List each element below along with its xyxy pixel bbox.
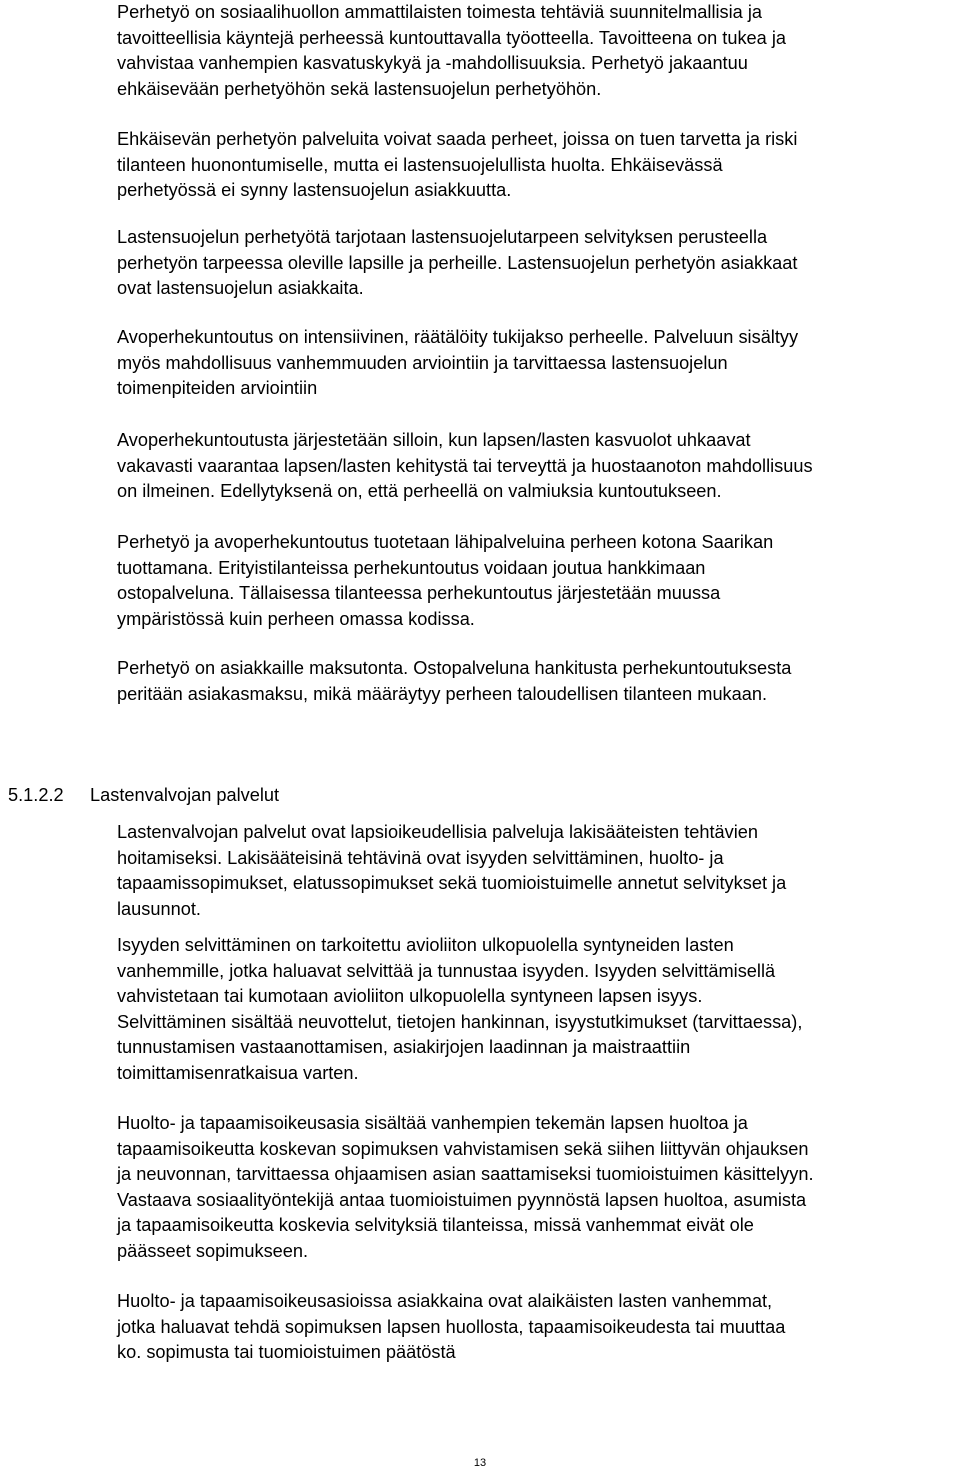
paragraph-lastensuojelun-perhetyo: Lastensuojelun perhetyötä tarjotaan lastensuojelutarpeen selvityksen perusteella perhetyön tarpeessa oleville lapsille ja perheille. Lastensuojelun perhetyön asiakkaat ovat lastensuojelun asiakkaita. xyxy=(117,227,798,298)
paragraph-lastenvalvojan-palvelut: Lastenvalvojan palvelut ovat lapsioikeudellisia palveluja lakisääteisten tehtävien hoitamiseksi. Lakisääteisinä tehtävinä ovat isyyden selvittäminen, huolto- ja tapaamissopimukset, elatussopimukset sekä tuomioistuimelle annetut selvitykset ja lausunnot. xyxy=(117,822,787,919)
paragraph-isyyden-selvittaminen: Isyyden selvittäminen on tarkoitettu avioliiton ulkopuolella syntyneiden lasten vanhemmille, jotka haluavat selvittää ja tunnustaa isyyden. Isyyden selvittämisellä vahvistetaan tai kumotaan avioliiton ulkopuolella syntyneen lapsen isyys. Selvittäminen sisältää neuvottelut, tietojen hankinnan, isyystutkimukset (tarvittaessa), tunnustamisen vastaanottamisen, asiakirjojen laadinnan ja maistraattiin toimittamisenratkaisua varten. xyxy=(117,935,803,1083)
paragraph-asiakkaat: Huolto- ja tapaamisoikeusasioissa asiakkaina ovat alaikäisten lasten vanhemmat, jotka haluavat tehdä sopimuksen lapsen huollosta, tapaamisoikeudesta tai muuttaa ko. sopimusta tai tuomioistuimen päätöstä xyxy=(117,1291,786,1362)
page-number: 13 xyxy=(473,1457,487,1469)
paragraph-avoperhekuntoutus-jarjestaminen: Avoperhekuntoutusta järjestetään silloin, kun lapsen/lasten kasvuolot uhkaavat vakavasti vaarantaa lapsen/lasten kehitystä tai terveyttä ja huostaanoton mahdollisuus on ilmeinen. Edellytyksenä on, että perheellä on valmiuksia kuntoutukseen. xyxy=(117,430,813,501)
paragraph-perhetyo-intro: Perhetyö on sosiaalihuollon ammattilaisten toimesta tehtäviä suunnitelmallisia ja tavoitteellisia käyntejä perheessä kuntouttavalla työotteella. Tavoitteena on tukea ja vahvistaa vanhempien kasvatuskykyä ja -mahdollisuuksia. Perhetyö jakaantuu ehkäisevään perhetyöhön sekä lastensuojelun perhetyöhön. xyxy=(117,2,786,99)
section-title: Lastenvalvojan palvelut xyxy=(90,785,280,805)
paragraph-huolto-tapaamisoikeus: Huolto- ja tapaamisoikeusasia sisältää vanhempien tekemän lapsen huoltoa ja tapaamisoikeutta koskevan sopimuksen vahvistamisen sekä siihen liittyvän ohjauksen ja neuvonnan, tarvittaessa ohjaamisen asian saattamiseksi tuomioistuimen käsittelyyn. Vastaava sosiaalityöntekijä antaa tuomioistuimen pyynnöstä lapsen huoltoa, asumista ja tapaamisoikeutta koskevia selvityksiä tilanteissa, missä vanhemmat eivät ole päässeet sopimukseen. xyxy=(117,1113,814,1261)
paragraph-avoperhekuntoutus: Avoperhekuntoutus on intensiivinen, räätälöity tukijakso perheelle. Palveluun sisältyy myös mahdollisuus vanhemmuuden arviointiin ja tarvittaessa lastensuojelun toimenpiteiden arviointiin xyxy=(117,327,799,398)
paragraph-maksut: Perhetyö on asiakkaille maksutonta. Ostopalveluna hankitusta perhekuntoutuksesta peritään asiakasmaksu, mikä määräytyy perheen taloudellisen tilanteen mukaan. xyxy=(117,658,792,704)
paragraph-tuottaminen: Perhetyö ja avoperhekuntoutus tuotetaan lähipalveluina perheen kotona Saarikan tuottamana. Erityistilanteissa perhekuntoutus voidaan joutua hankkimaan ostopalveluna. Tällaisessa tilanteessa perhekuntoutus järjestetään muussa ympäristössä kuin perheen omassa kodissa. xyxy=(117,532,774,629)
section-number: 5.1.2.2 xyxy=(8,785,64,805)
paragraph-ehkaiseva-perhetyo: Ehkäisevän perhetyön palveluita voivat saada perheet, joissa on tuen tarvetta ja riski tilanteen huonontumiselle, mutta ei lastensuojelullista huolta. Ehkäisevässä perhetyössä ei synny lastensuojelun asiakkuutta. xyxy=(117,129,798,200)
